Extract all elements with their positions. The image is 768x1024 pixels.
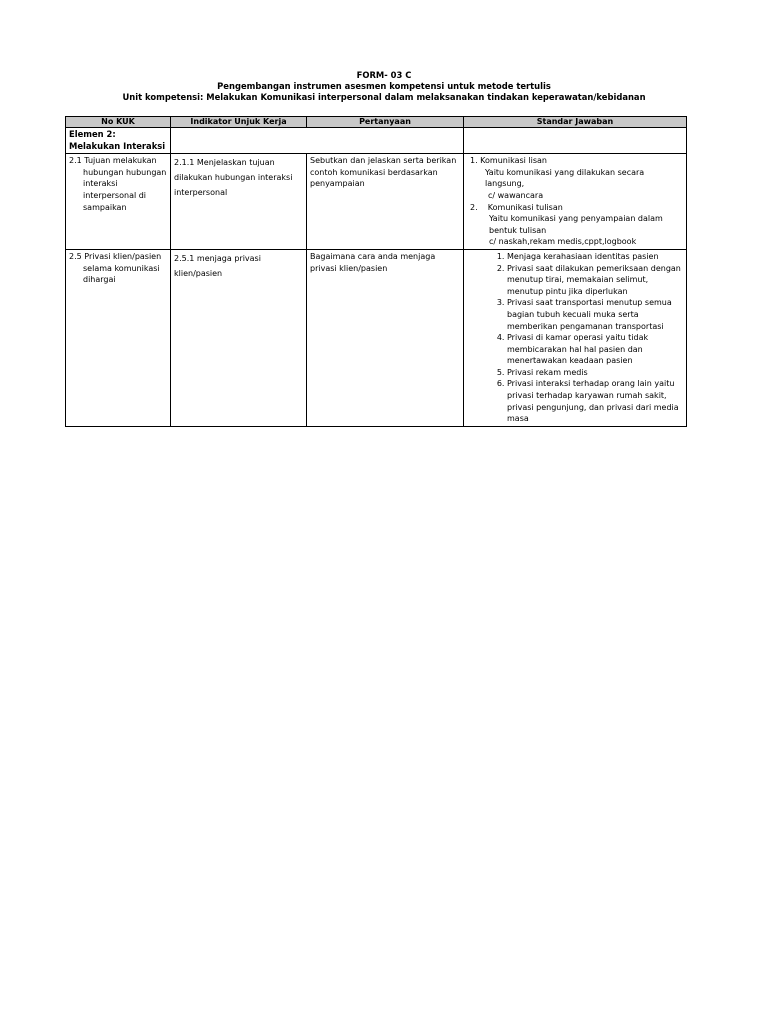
answer-list (467, 251, 683, 425)
pertanyaan-cell (307, 249, 464, 426)
list-item: 5. Privasi rekam medis (507, 367, 683, 379)
kuk-text: Tujuan melakukan hubungan hubungan interaksi interpersonal di sampaikan (83, 156, 167, 212)
column-header-no-kuk: No KUK (66, 117, 171, 128)
standar-jawaban-cell (464, 249, 687, 426)
element-row (66, 128, 687, 154)
list-item: 1. Menjaga kerahasiaan identitas pasien (507, 251, 683, 263)
indikator-text: 2.5.1 menjaga privasi klien/pasien (174, 253, 261, 278)
indikator-text: 2.1.1 Menjelaskan tujuan dilakukan hubungan interaksi interpersonal (174, 158, 293, 198)
answer-item-2-desc: Yaitu komunikasi yang penyampaian dalam bentuk tulisan (489, 214, 663, 235)
list-item: 3. Privasi saat transportasi menutup semua bagian tubuh kecuali muka serta memberikan pengamanan transportasi (507, 297, 683, 332)
column-header-indikator: Indikator Unjuk Kerja (171, 117, 307, 128)
list-item: 6. Privasi interaksi terhadap orang lain yaitu privasi terhadap karyawan rumah sakit, privasi pengunjung, dan privasi dari media masa (507, 378, 683, 424)
indikator-cell (171, 249, 307, 426)
element-label: Elemen 2: Melakukan Interaksi (66, 128, 171, 154)
form-header (60, 70, 708, 103)
kuk-number: 2.5 (69, 251, 82, 261)
answer-item-1-example: c/ wawancara (488, 190, 544, 200)
column-header-pertanyaan: Pertanyaan (307, 117, 464, 128)
answer-item-2-example: c/ naskah,rekam medis,cppt,logbook (489, 237, 637, 247)
answer-item-1-desc: Yaitu komunikasi yang dilakukan secara langsung, (485, 167, 645, 189)
table-row (66, 249, 687, 426)
unit-competency: Unit kompetensi: Melakukan Komunikasi interpersonal dalam melaksanakan tindakan keperawatan/kebidanan (122, 92, 646, 102)
kuk-number: 2.1 (69, 156, 82, 166)
form-subtitle: Pengembangan instrumen asesmen kompetensi untuk metode tertulis (217, 81, 551, 91)
pertanyaan-cell (307, 154, 464, 250)
assessment-table (65, 116, 687, 427)
answer-item-1-title: 1. Komunikasi lisan (470, 156, 547, 166)
no-kuk-cell (66, 249, 171, 426)
list-item: 2. Privasi saat dilakukan pemeriksaan dengan menutup tirai, memakaian selimut, menutup pintu jika diperlukan (507, 263, 683, 298)
pertanyaan-text: Bagaimana cara anda menjaga privasi klien/pasien (310, 251, 436, 273)
kuk-text: Privasi klien/pasien selama komunikasi dihargai (83, 251, 162, 285)
answer-item-2-title: 2. Komunikasi tulisan (470, 202, 563, 212)
column-header-standar-jawaban: Standar Jawaban (464, 117, 687, 128)
element-row-spacer (171, 128, 464, 154)
element-row-empty (464, 128, 687, 154)
pertanyaan-text: Sebutkan dan jelaskan serta berikan contoh komunikasi berdasarkan penyampaian (310, 156, 457, 189)
table-header-row (66, 117, 687, 128)
list-item: 4. Privasi di kamar operasi yaitu tidak membicarakan hal hal pasien dan menertawakan keadaan pasien (507, 332, 683, 367)
standar-jawaban-cell (464, 154, 687, 250)
indikator-cell (171, 154, 307, 250)
form-id: FORM- 03 C (356, 70, 412, 80)
table-row (66, 154, 687, 250)
no-kuk-cell (66, 154, 171, 250)
